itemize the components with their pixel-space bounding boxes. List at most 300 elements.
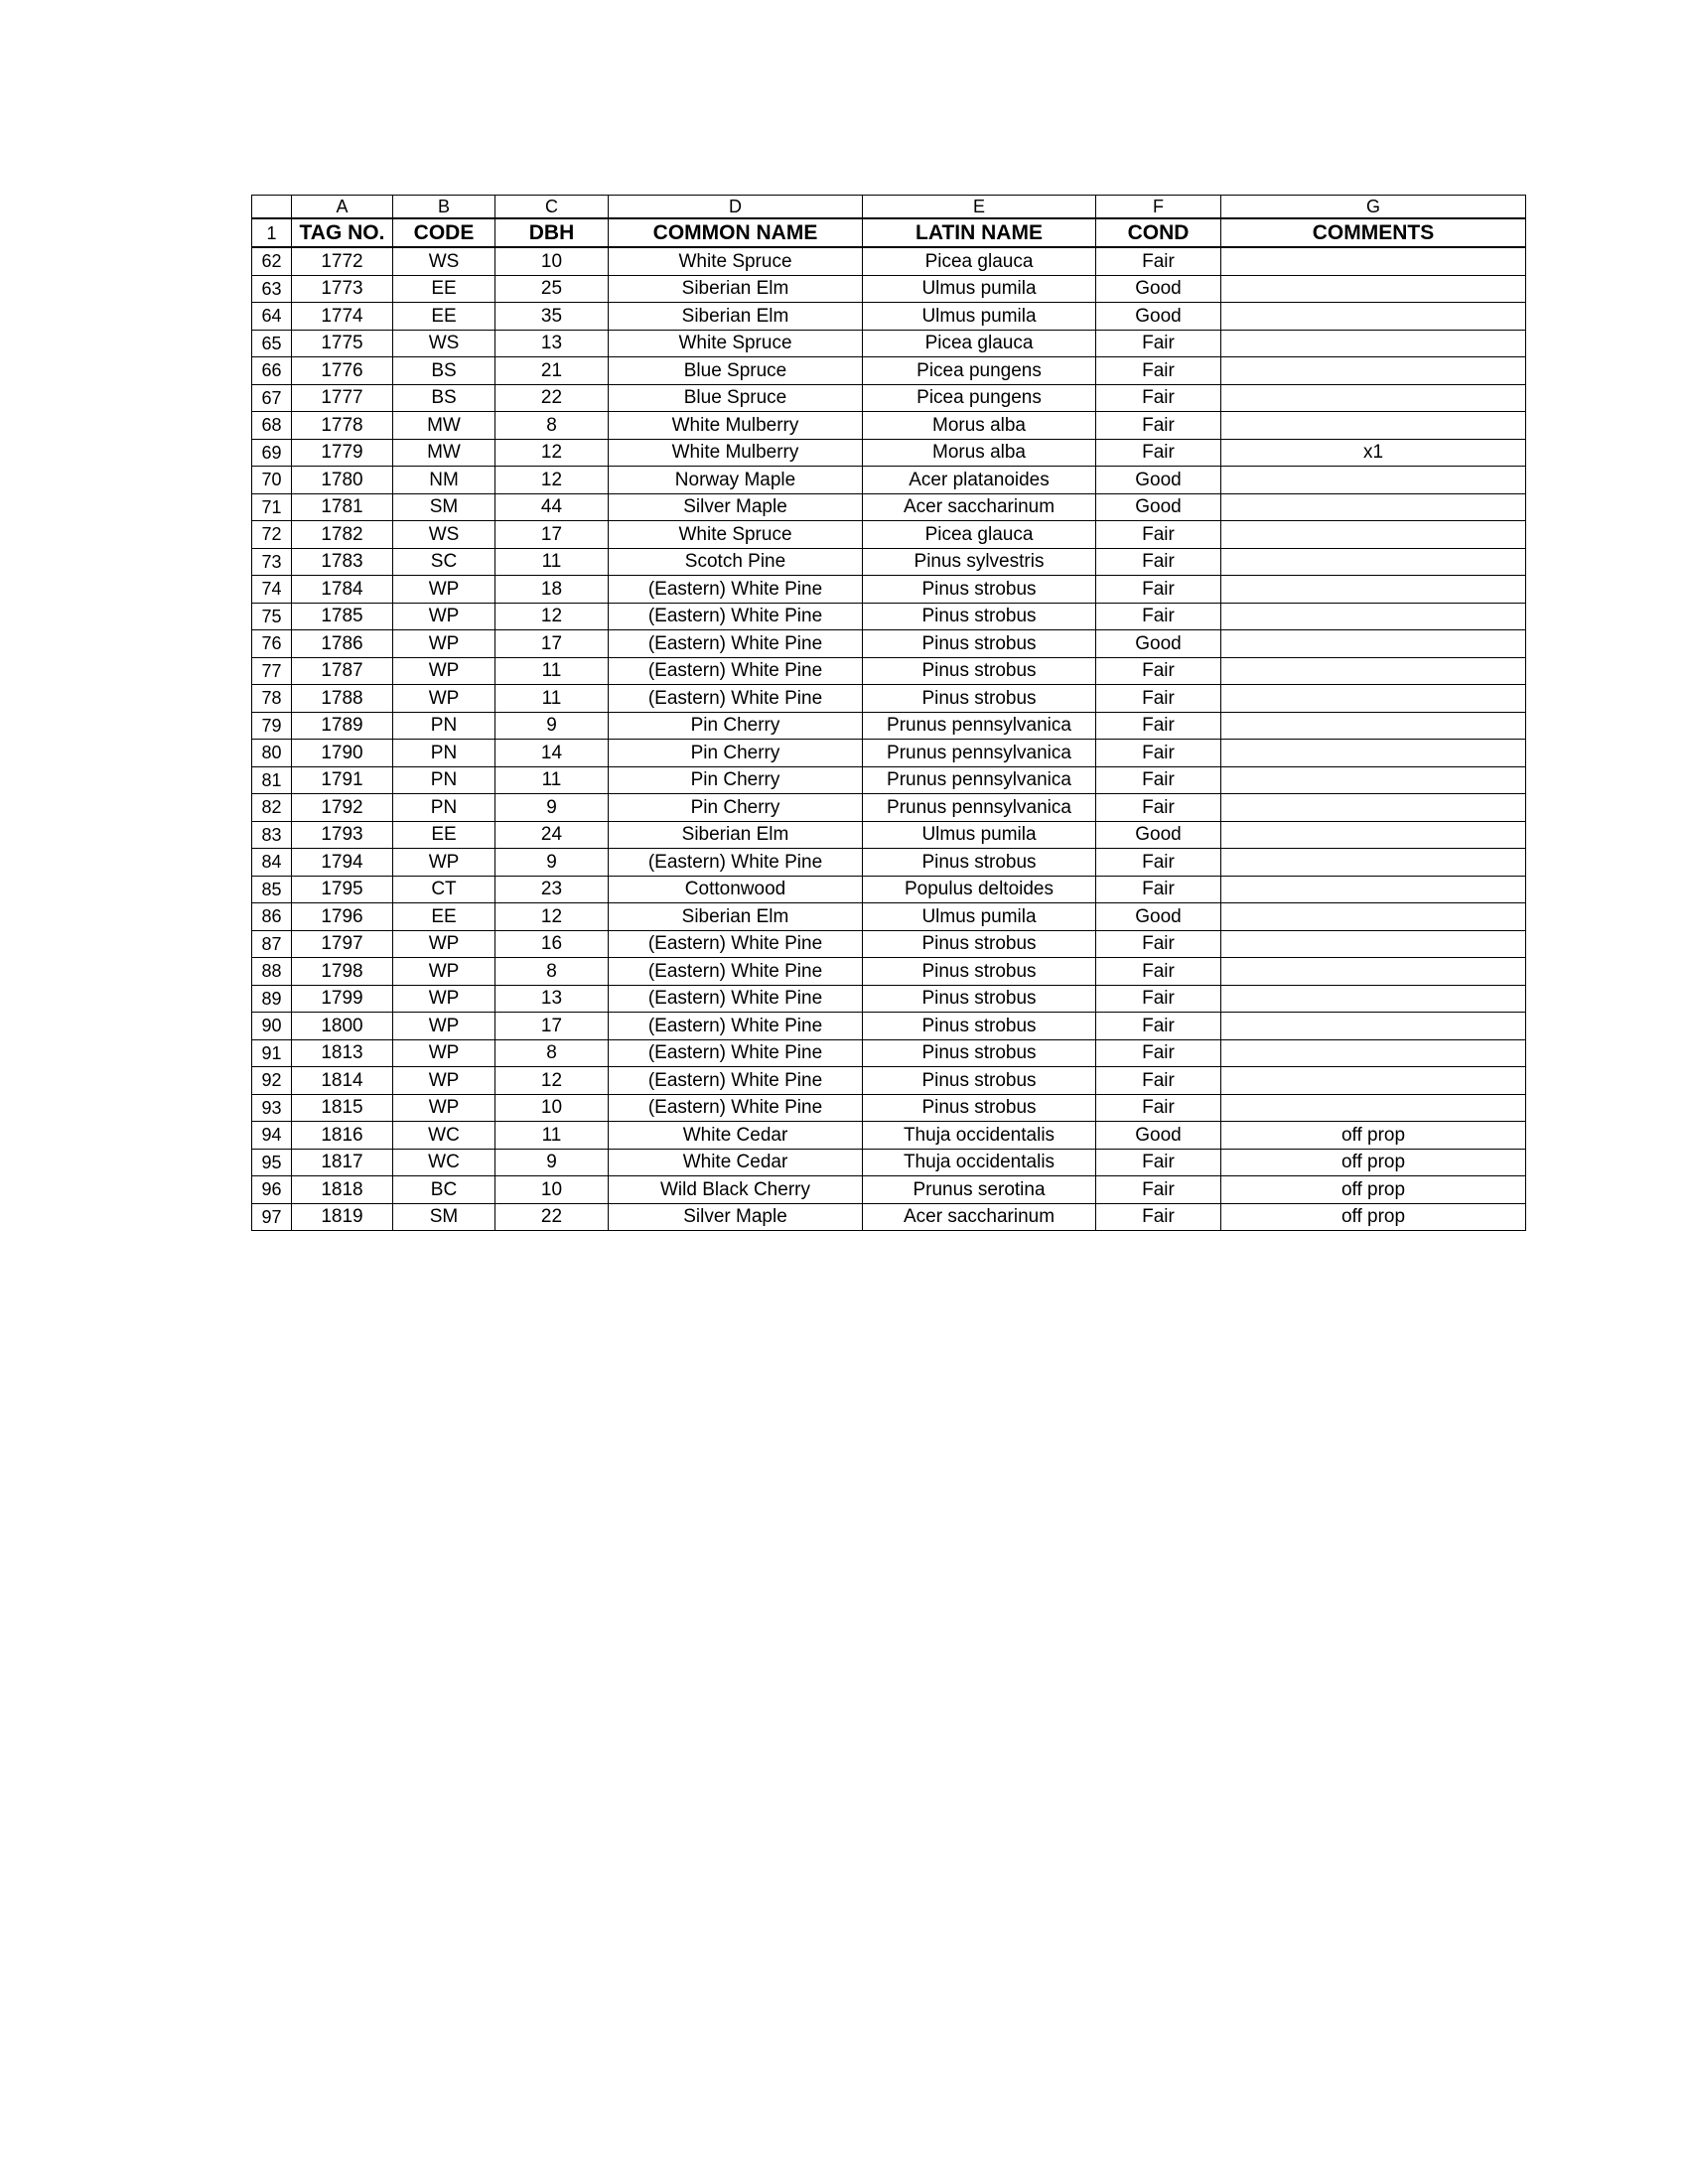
latin-name-cell: Pinus strobus: [863, 849, 1096, 877]
common-name-cell: (Eastern) White Pine: [609, 1013, 863, 1040]
table-row: [252, 685, 1526, 713]
comments-cell: [1221, 576, 1526, 604]
table-row: [252, 740, 1526, 767]
cond-cell: Fair: [1096, 521, 1221, 549]
table-row: [252, 384, 1526, 412]
row-number: 83: [252, 821, 292, 849]
table-row: [252, 521, 1526, 549]
comments-cell: [1221, 1094, 1526, 1122]
table-row: [252, 930, 1526, 958]
dbh-cell: 12: [495, 439, 609, 467]
comments-cell: [1221, 303, 1526, 331]
code-cell: PN: [393, 712, 495, 740]
header-common-name: COMMON NAME: [609, 218, 863, 247]
common-name-cell: (Eastern) White Pine: [609, 1094, 863, 1122]
tag-no-cell: 1819: [292, 1203, 393, 1231]
cond-cell: Good: [1096, 903, 1221, 931]
latin-name-cell: Ulmus pumila: [863, 303, 1096, 331]
code-cell: BS: [393, 384, 495, 412]
cond-cell: Fair: [1096, 766, 1221, 794]
common-name-cell: (Eastern) White Pine: [609, 1039, 863, 1067]
header-code: CODE: [393, 218, 495, 247]
header-row: [252, 218, 1526, 247]
dbh-cell: 11: [495, 1122, 609, 1150]
dbh-cell: 11: [495, 548, 609, 576]
cond-cell: Fair: [1096, 1039, 1221, 1067]
cond-cell: Fair: [1096, 740, 1221, 767]
code-cell: MW: [393, 439, 495, 467]
dbh-cell: 11: [495, 766, 609, 794]
tag-no-cell: 1796: [292, 903, 393, 931]
comments-cell: [1221, 930, 1526, 958]
code-cell: WP: [393, 576, 495, 604]
row-number: 92: [252, 1067, 292, 1095]
latin-name-cell: Ulmus pumila: [863, 821, 1096, 849]
table-body: [252, 196, 1526, 1231]
comments-cell: x1: [1221, 439, 1526, 467]
latin-name-cell: Pinus strobus: [863, 1013, 1096, 1040]
cond-cell: Fair: [1096, 330, 1221, 357]
tag-no-cell: 1798: [292, 958, 393, 986]
latin-name-cell: Ulmus pumila: [863, 275, 1096, 303]
code-cell: WP: [393, 1013, 495, 1040]
row-number: 62: [252, 247, 292, 275]
comments-cell: [1221, 330, 1526, 357]
code-cell: SM: [393, 493, 495, 521]
latin-name-cell: Picea glauca: [863, 521, 1096, 549]
tag-no-cell: 1800: [292, 1013, 393, 1040]
code-cell: WP: [393, 685, 495, 713]
tag-no-cell: 1815: [292, 1094, 393, 1122]
column-letter-e: E: [863, 196, 1096, 219]
comments-cell: [1221, 357, 1526, 385]
table-row: [252, 712, 1526, 740]
table-row: [252, 849, 1526, 877]
tag-no-cell: 1783: [292, 548, 393, 576]
row-number: 75: [252, 603, 292, 630]
dbh-cell: 9: [495, 849, 609, 877]
cond-cell: Fair: [1096, 412, 1221, 440]
table-row: [252, 958, 1526, 986]
code-cell: WP: [393, 930, 495, 958]
table-row: [252, 576, 1526, 604]
comments-cell: [1221, 985, 1526, 1013]
cond-cell: Fair: [1096, 1013, 1221, 1040]
code-cell: BC: [393, 1176, 495, 1204]
header-latin-name: LATIN NAME: [863, 218, 1096, 247]
tag-no-cell: 1778: [292, 412, 393, 440]
column-letter-g: G: [1221, 196, 1526, 219]
comments-cell: [1221, 630, 1526, 658]
common-name-cell: (Eastern) White Pine: [609, 576, 863, 604]
common-name-cell: Cottonwood: [609, 876, 863, 903]
cond-cell: Good: [1096, 275, 1221, 303]
cond-cell: Fair: [1096, 849, 1221, 877]
dbh-cell: 22: [495, 384, 609, 412]
common-name-cell: Siberian Elm: [609, 303, 863, 331]
table-row: [252, 493, 1526, 521]
cond-cell: Fair: [1096, 1067, 1221, 1095]
comments-cell: [1221, 412, 1526, 440]
comments-cell: [1221, 548, 1526, 576]
tag-no-cell: 1813: [292, 1039, 393, 1067]
comments-cell: [1221, 849, 1526, 877]
table-row: [252, 1067, 1526, 1095]
common-name-cell: Scotch Pine: [609, 548, 863, 576]
row-number: 97: [252, 1203, 292, 1231]
tag-no-cell: 1787: [292, 657, 393, 685]
cond-cell: Fair: [1096, 685, 1221, 713]
tag-no-cell: 1793: [292, 821, 393, 849]
table-row: [252, 1149, 1526, 1176]
latin-name-cell: Pinus strobus: [863, 930, 1096, 958]
row-number: 67: [252, 384, 292, 412]
cond-cell: Fair: [1096, 1176, 1221, 1204]
cond-cell: Fair: [1096, 576, 1221, 604]
common-name-cell: Pin Cherry: [609, 740, 863, 767]
common-name-cell: (Eastern) White Pine: [609, 985, 863, 1013]
row-number: 94: [252, 1122, 292, 1150]
tag-no-cell: 1772: [292, 247, 393, 275]
column-letter-f: F: [1096, 196, 1221, 219]
tag-no-cell: 1816: [292, 1122, 393, 1150]
code-cell: MW: [393, 412, 495, 440]
latin-name-cell: Pinus strobus: [863, 958, 1096, 986]
row-number: 64: [252, 303, 292, 331]
comments-cell: [1221, 247, 1526, 275]
cond-cell: Fair: [1096, 603, 1221, 630]
common-name-cell: Pin Cherry: [609, 766, 863, 794]
cond-cell: Fair: [1096, 357, 1221, 385]
row-number: 76: [252, 630, 292, 658]
column-letter-d: D: [609, 196, 863, 219]
dbh-cell: 12: [495, 603, 609, 630]
dbh-cell: 11: [495, 685, 609, 713]
comments-cell: [1221, 903, 1526, 931]
code-cell: WC: [393, 1149, 495, 1176]
cond-cell: Fair: [1096, 384, 1221, 412]
tag-no-cell: 1791: [292, 766, 393, 794]
latin-name-cell: Pinus strobus: [863, 1094, 1096, 1122]
table-row: [252, 1013, 1526, 1040]
comments-cell: [1221, 766, 1526, 794]
tag-no-cell: 1794: [292, 849, 393, 877]
cond-cell: Good: [1096, 467, 1221, 494]
row-number: 66: [252, 357, 292, 385]
common-name-cell: White Mulberry: [609, 412, 863, 440]
code-cell: WP: [393, 849, 495, 877]
latin-name-cell: Ulmus pumila: [863, 903, 1096, 931]
code-cell: PN: [393, 766, 495, 794]
table-row: [252, 467, 1526, 494]
row-number: 73: [252, 548, 292, 576]
dbh-cell: 22: [495, 1203, 609, 1231]
header-tag-no: TAG NO.: [292, 218, 393, 247]
column-letter-a: A: [292, 196, 393, 219]
comments-cell: [1221, 1067, 1526, 1095]
latin-name-cell: Pinus strobus: [863, 657, 1096, 685]
common-name-cell: (Eastern) White Pine: [609, 930, 863, 958]
common-name-cell: Pin Cherry: [609, 794, 863, 822]
common-name-cell: White Cedar: [609, 1149, 863, 1176]
row-number: 71: [252, 493, 292, 521]
dbh-cell: 25: [495, 275, 609, 303]
dbh-cell: 13: [495, 985, 609, 1013]
row-number: 95: [252, 1149, 292, 1176]
row-number: 78: [252, 685, 292, 713]
code-cell: WP: [393, 985, 495, 1013]
latin-name-cell: Pinus strobus: [863, 685, 1096, 713]
cond-cell: Good: [1096, 493, 1221, 521]
dbh-cell: 10: [495, 1176, 609, 1204]
tag-no-cell: 1781: [292, 493, 393, 521]
code-cell: WP: [393, 1067, 495, 1095]
code-cell: WP: [393, 1094, 495, 1122]
table-row: [252, 439, 1526, 467]
latin-name-cell: Prunus serotina: [863, 1176, 1096, 1204]
cond-cell: Fair: [1096, 548, 1221, 576]
table-row: [252, 1203, 1526, 1231]
row-number: 84: [252, 849, 292, 877]
row-number: 1: [252, 218, 292, 247]
tree-inventory-table: [251, 195, 1526, 1231]
code-cell: EE: [393, 275, 495, 303]
row-number: 93: [252, 1094, 292, 1122]
table-row: [252, 766, 1526, 794]
dbh-cell: 9: [495, 1149, 609, 1176]
table-row: [252, 412, 1526, 440]
table-row: [252, 603, 1526, 630]
tag-no-cell: 1784: [292, 576, 393, 604]
row-number: 82: [252, 794, 292, 822]
dbh-cell: 21: [495, 357, 609, 385]
row-number: 74: [252, 576, 292, 604]
row-number: 81: [252, 766, 292, 794]
latin-name-cell: Acer saccharinum: [863, 1203, 1096, 1231]
common-name-cell: (Eastern) White Pine: [609, 657, 863, 685]
cond-cell: Fair: [1096, 876, 1221, 903]
table-row: [252, 1039, 1526, 1067]
comments-cell: [1221, 1039, 1526, 1067]
latin-name-cell: Pinus strobus: [863, 1067, 1096, 1095]
dbh-cell: 18: [495, 576, 609, 604]
comments-cell: off prop: [1221, 1122, 1526, 1150]
code-cell: WC: [393, 1122, 495, 1150]
table-row: [252, 1094, 1526, 1122]
table-row: [252, 275, 1526, 303]
tag-no-cell: 1817: [292, 1149, 393, 1176]
latin-name-cell: Pinus sylvestris: [863, 548, 1096, 576]
header-cond: COND: [1096, 218, 1221, 247]
common-name-cell: Wild Black Cherry: [609, 1176, 863, 1204]
tag-no-cell: 1773: [292, 275, 393, 303]
comments-cell: [1221, 685, 1526, 713]
comments-cell: [1221, 1013, 1526, 1040]
common-name-cell: (Eastern) White Pine: [609, 603, 863, 630]
code-cell: WP: [393, 630, 495, 658]
header-dbh: DBH: [495, 218, 609, 247]
common-name-cell: Pin Cherry: [609, 712, 863, 740]
table-row: [252, 247, 1526, 275]
code-cell: WP: [393, 657, 495, 685]
cond-cell: Fair: [1096, 985, 1221, 1013]
latin-name-cell: Picea pungens: [863, 357, 1096, 385]
row-number: 85: [252, 876, 292, 903]
tag-no-cell: 1814: [292, 1067, 393, 1095]
dbh-cell: 17: [495, 1013, 609, 1040]
tag-no-cell: 1774: [292, 303, 393, 331]
cond-cell: Fair: [1096, 1094, 1221, 1122]
cond-cell: Good: [1096, 1122, 1221, 1150]
code-cell: WS: [393, 247, 495, 275]
latin-name-cell: Prunus pennsylvanica: [863, 740, 1096, 767]
tag-no-cell: 1780: [292, 467, 393, 494]
dbh-cell: 10: [495, 247, 609, 275]
table-row: [252, 657, 1526, 685]
row-number: 63: [252, 275, 292, 303]
common-name-cell: Siberian Elm: [609, 903, 863, 931]
code-cell: BS: [393, 357, 495, 385]
dbh-cell: 8: [495, 1039, 609, 1067]
code-cell: WP: [393, 1039, 495, 1067]
common-name-cell: White Cedar: [609, 1122, 863, 1150]
tag-no-cell: 1799: [292, 985, 393, 1013]
row-number: 96: [252, 1176, 292, 1204]
row-number: 65: [252, 330, 292, 357]
comments-cell: [1221, 603, 1526, 630]
tag-no-cell: 1795: [292, 876, 393, 903]
row-number: 80: [252, 740, 292, 767]
row-number: 72: [252, 521, 292, 549]
column-letter-b: B: [393, 196, 495, 219]
tag-no-cell: 1779: [292, 439, 393, 467]
header-comments: COMMENTS: [1221, 218, 1526, 247]
code-cell: SC: [393, 548, 495, 576]
comments-cell: [1221, 657, 1526, 685]
tag-no-cell: 1818: [292, 1176, 393, 1204]
tag-no-cell: 1790: [292, 740, 393, 767]
code-cell: WP: [393, 958, 495, 986]
dbh-cell: 17: [495, 630, 609, 658]
common-name-cell: (Eastern) White Pine: [609, 958, 863, 986]
cond-cell: Fair: [1096, 712, 1221, 740]
comments-cell: off prop: [1221, 1176, 1526, 1204]
comments-cell: [1221, 521, 1526, 549]
latin-name-cell: Prunus pennsylvanica: [863, 766, 1096, 794]
dbh-cell: 13: [495, 330, 609, 357]
table-row: [252, 903, 1526, 931]
latin-name-cell: Acer platanoides: [863, 467, 1096, 494]
row-number: 91: [252, 1039, 292, 1067]
comments-cell: [1221, 384, 1526, 412]
row-number: 90: [252, 1013, 292, 1040]
tag-no-cell: 1797: [292, 930, 393, 958]
row-number: 89: [252, 985, 292, 1013]
dbh-cell: 17: [495, 521, 609, 549]
common-name-cell: White Spruce: [609, 247, 863, 275]
table-row: [252, 357, 1526, 385]
latin-name-cell: Thuja occidentalis: [863, 1149, 1096, 1176]
cond-cell: Fair: [1096, 930, 1221, 958]
latin-name-cell: Thuja occidentalis: [863, 1122, 1096, 1150]
row-number: 79: [252, 712, 292, 740]
comments-cell: [1221, 958, 1526, 986]
comments-cell: [1221, 493, 1526, 521]
latin-name-cell: Acer saccharinum: [863, 493, 1096, 521]
cond-cell: Fair: [1096, 657, 1221, 685]
cond-cell: Good: [1096, 303, 1221, 331]
code-cell: EE: [393, 303, 495, 331]
cond-cell: Fair: [1096, 1149, 1221, 1176]
table-row: [252, 548, 1526, 576]
dbh-cell: 9: [495, 712, 609, 740]
table-row: [252, 1176, 1526, 1204]
code-cell: NM: [393, 467, 495, 494]
common-name-cell: (Eastern) White Pine: [609, 1067, 863, 1095]
comments-cell: off prop: [1221, 1149, 1526, 1176]
row-number: 88: [252, 958, 292, 986]
latin-name-cell: Morus alba: [863, 412, 1096, 440]
latin-name-cell: Pinus strobus: [863, 630, 1096, 658]
common-name-cell: Norway Maple: [609, 467, 863, 494]
dbh-cell: 14: [495, 740, 609, 767]
cond-cell: Good: [1096, 821, 1221, 849]
dbh-cell: 12: [495, 903, 609, 931]
code-cell: WS: [393, 521, 495, 549]
column-letter-row: [252, 196, 1526, 219]
latin-name-cell: Morus alba: [863, 439, 1096, 467]
dbh-cell: 23: [495, 876, 609, 903]
corner-cell: [252, 196, 292, 219]
row-number: 87: [252, 930, 292, 958]
comments-cell: [1221, 740, 1526, 767]
cond-cell: Fair: [1096, 1203, 1221, 1231]
tag-no-cell: 1775: [292, 330, 393, 357]
table-row: [252, 876, 1526, 903]
common-name-cell: Blue Spruce: [609, 357, 863, 385]
latin-name-cell: Populus deltoides: [863, 876, 1096, 903]
comments-cell: [1221, 275, 1526, 303]
tag-no-cell: 1786: [292, 630, 393, 658]
tag-no-cell: 1777: [292, 384, 393, 412]
code-cell: PN: [393, 740, 495, 767]
common-name-cell: White Spruce: [609, 330, 863, 357]
tag-no-cell: 1789: [292, 712, 393, 740]
code-cell: SM: [393, 1203, 495, 1231]
code-cell: CT: [393, 876, 495, 903]
code-cell: EE: [393, 903, 495, 931]
row-number: 69: [252, 439, 292, 467]
cond-cell: Good: [1096, 630, 1221, 658]
tag-no-cell: 1785: [292, 603, 393, 630]
table-row: [252, 821, 1526, 849]
tag-no-cell: 1792: [292, 794, 393, 822]
common-name-cell: (Eastern) White Pine: [609, 685, 863, 713]
row-number: 77: [252, 657, 292, 685]
latin-name-cell: Pinus strobus: [863, 1039, 1096, 1067]
dbh-cell: 8: [495, 412, 609, 440]
comments-cell: [1221, 712, 1526, 740]
table-row: [252, 330, 1526, 357]
row-number: 70: [252, 467, 292, 494]
common-name-cell: Silver Maple: [609, 493, 863, 521]
common-name-cell: (Eastern) White Pine: [609, 630, 863, 658]
table-row: [252, 1122, 1526, 1150]
code-cell: PN: [393, 794, 495, 822]
column-letter-c: C: [495, 196, 609, 219]
common-name-cell: Siberian Elm: [609, 821, 863, 849]
latin-name-cell: Picea glauca: [863, 247, 1096, 275]
